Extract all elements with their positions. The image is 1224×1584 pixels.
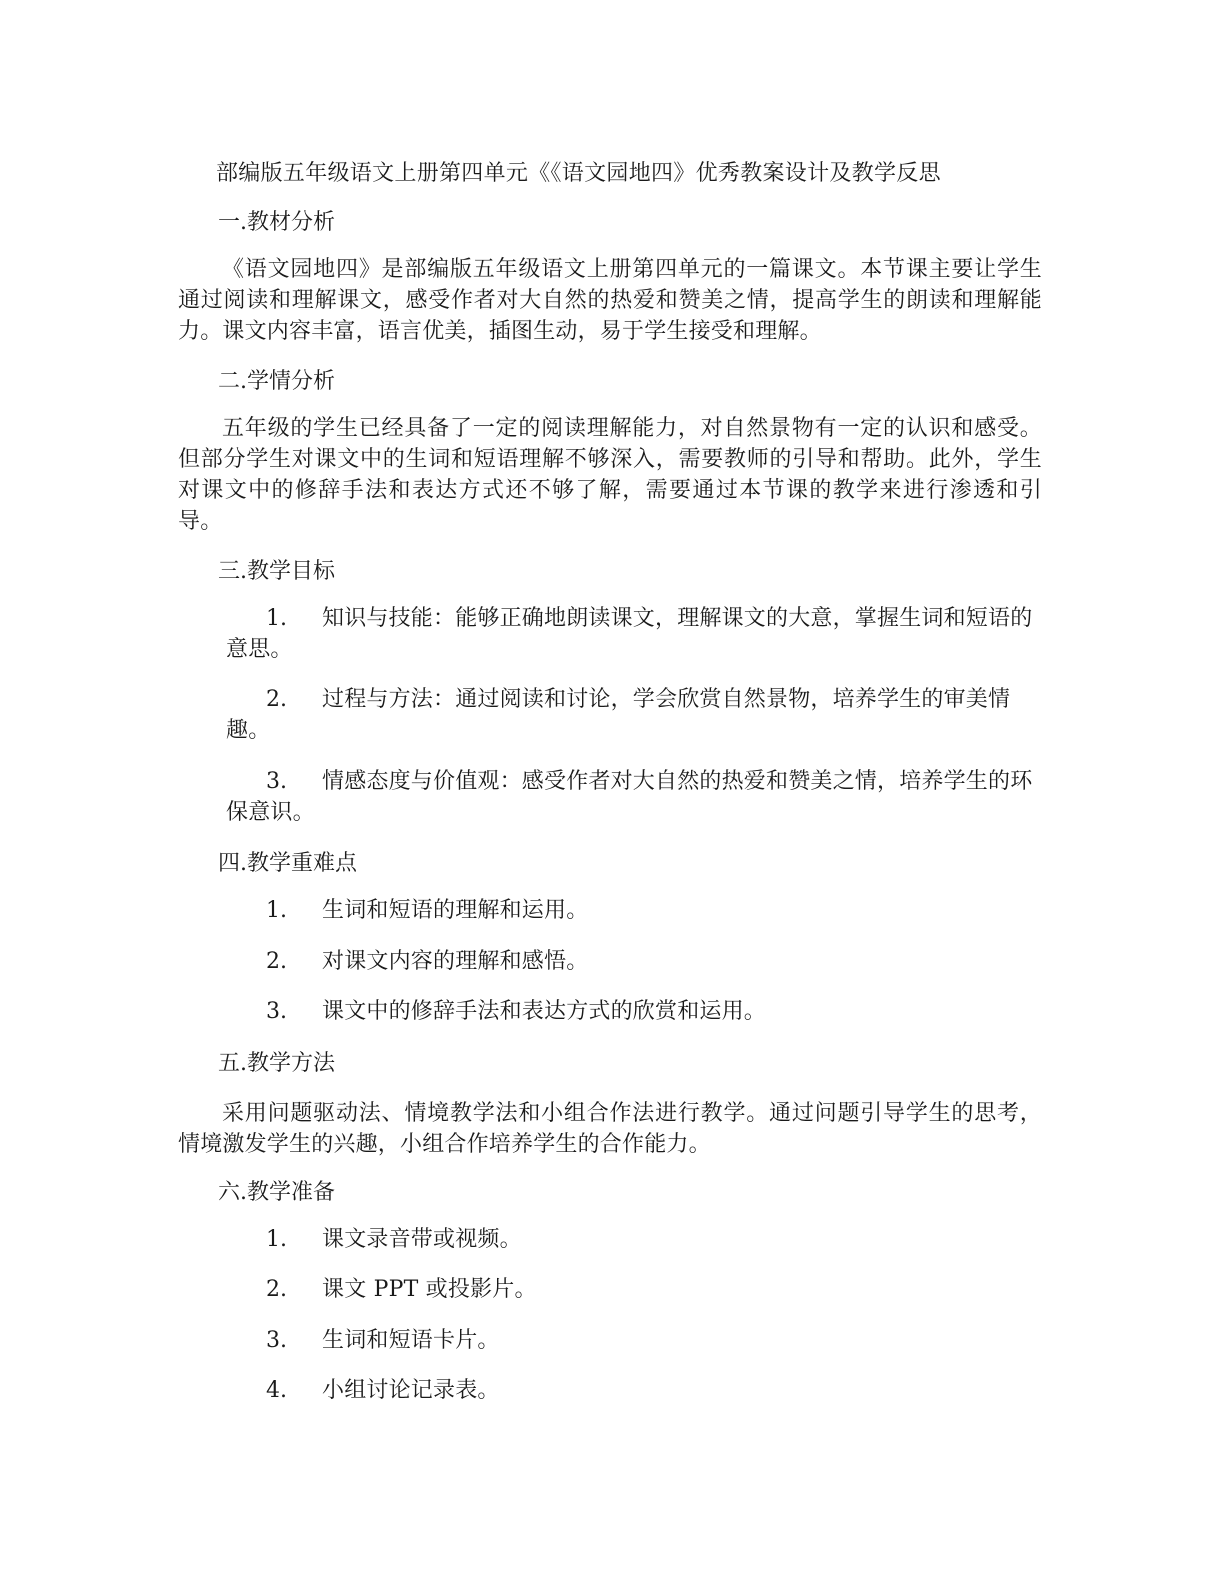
- list-item-number: 2.: [266, 1277, 287, 1302]
- section-paragraph: 《语文园地四》是部编版五年级语文上册第四单元的一篇课文。本节课主要让学生通过阅读和理解课文，感受作者对大自然的热爱和赞美之情，提高学生的朗读和理解能力。课文内容丰富，语言优美，插图生动，易于学生接受和理解。: [178, 257, 1042, 344]
- list-item: [226, 895, 1038, 926]
- list-item-number: 1.: [266, 898, 287, 923]
- list-item: [226, 1274, 1038, 1305]
- list-item: [226, 684, 1038, 746]
- list-item-text: 课文 PPT 或投影片。: [322, 1277, 537, 1302]
- list-item-number: 3.: [266, 999, 287, 1024]
- section-heading: 一.教材分析: [218, 210, 335, 235]
- list-item-text: 课文中的修辞手法和表达方式的欣赏和运用。: [322, 999, 767, 1024]
- list-item-text: 课文录音带或视频。: [322, 1227, 522, 1252]
- list-item: [226, 996, 1038, 1027]
- list-item: [226, 1325, 1038, 1356]
- list-item: [226, 1224, 1038, 1255]
- list-item-text: 小组讨论记录表。: [322, 1378, 500, 1403]
- document-title: 部编版五年级语文上册第四单元《《语文园地四》优秀教案设计及教学反思: [216, 161, 941, 186]
- list-item-number: 2.: [266, 949, 287, 974]
- section-paragraph: 采用问题驱动法、情境教学法和小组合作法进行教学。通过问题引导学生的思考，情境激发学生的兴趣，小组合作培养学生的合作能力。: [178, 1101, 1042, 1157]
- list-item-number: 2.: [266, 687, 287, 712]
- list-item-text: 对课文内容的理解和感悟。: [322, 949, 589, 974]
- list-item-number: 4.: [266, 1378, 287, 1403]
- list-item-number: 3.: [266, 769, 287, 794]
- list-item-text: 生词和短语的理解和运用。: [322, 898, 589, 923]
- list-item: [226, 603, 1038, 665]
- list-item-number: 1.: [266, 1227, 287, 1252]
- list-item-text: 生词和短语卡片。: [322, 1328, 500, 1353]
- section-heading: 三.教学目标: [218, 559, 335, 584]
- list-item-text: 知识与技能：能够正确地朗读课文，理解课文的大意，掌握生词和短语的意思。: [226, 606, 1033, 662]
- list-item-text: 过程与方法：通过阅读和讨论，学会欣赏自然景物，培养学生的审美情趣。: [226, 687, 1011, 743]
- list-item: [226, 766, 1038, 828]
- section-heading: 六.教学准备: [218, 1180, 335, 1205]
- list-item-text: 情感态度与价值观：感受作者对大自然的热爱和赞美之情，培养学生的环保意识。: [226, 769, 1033, 825]
- section-paragraph: 五年级的学生已经具备了一定的阅读理解能力，对自然景物有一定的认识和感受。但部分学生对课文中的生词和短语理解不够深入，需要教师的引导和帮助。此外，学生对课文中的修辞手法和表达方式还不够了解，需要通过本节课的教学来进行渗透和引导。: [178, 416, 1042, 534]
- section-heading: 五.教学方法: [218, 1051, 335, 1076]
- list-item-number: 1.: [266, 606, 287, 631]
- section-heading: 四.教学重难点: [218, 851, 357, 876]
- list-item: [226, 1375, 1038, 1406]
- list-item-number: 3.: [266, 1328, 287, 1353]
- section-heading: 二.学情分析: [218, 369, 335, 394]
- list-item: [226, 946, 1038, 977]
